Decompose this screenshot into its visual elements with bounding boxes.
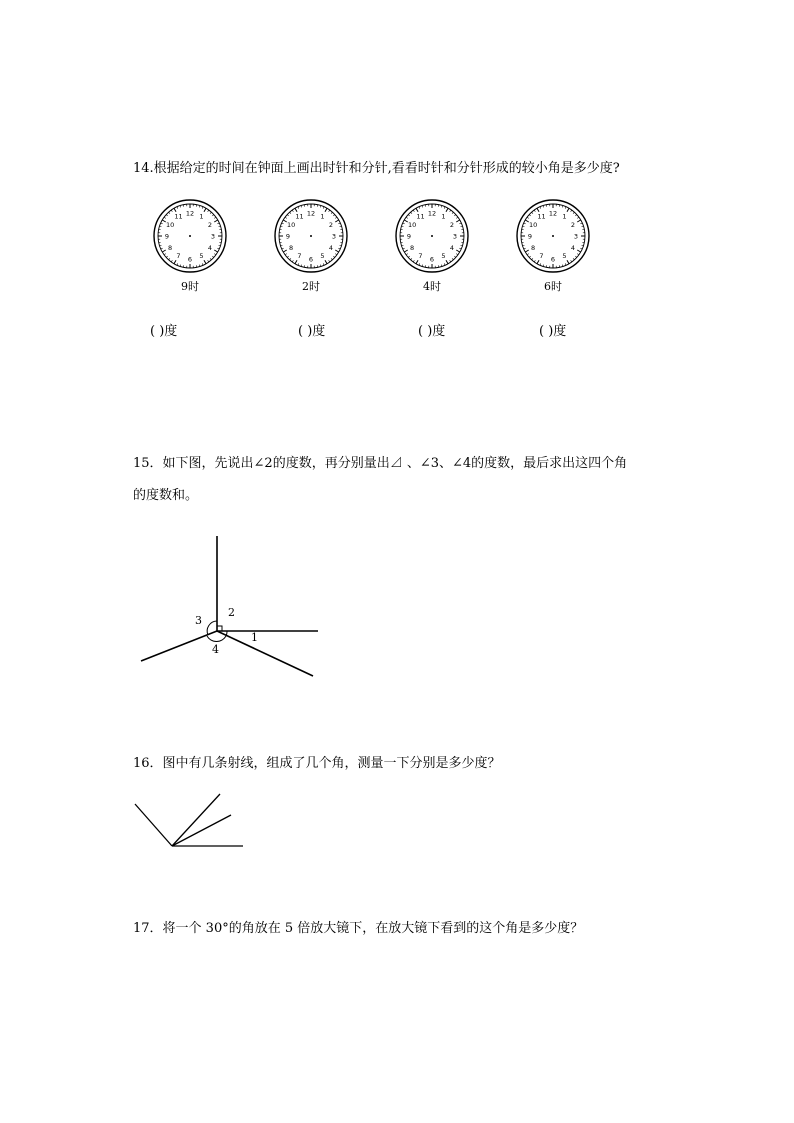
clock-number: 9 [285,232,291,241]
answer-blank[interactable]: ( )度 [539,324,567,339]
clock-face-1[interactable] [152,198,228,274]
question-16-text: 16．图中有几条射线，组成了几个角，测量一下分别是多少度？ [133,756,501,771]
clock-number: 3 [573,232,579,241]
question-15-text: 15．如下图，先说出∠2的度数，再分别量出⊿ 、∠3、∠4的度数，最后求出这四个角 [133,456,628,471]
clock-time-label: 2时 [302,280,320,293]
answer-blank[interactable]: ( )度 [298,324,326,339]
clock-face-2[interactable] [273,198,349,274]
clock-number: 5 [199,252,204,261]
question-17-text: 17．将一个 30°的角放在 5 倍放大镜下，在放大镜下看到的这个角是多少度？ [133,921,584,936]
clock-dial [515,198,591,274]
clock-time-label: 6时 [544,280,562,293]
clock-number: 10 [165,220,175,229]
clock-dial [273,198,349,274]
clock-number: 2 [207,220,212,229]
angle-label-2: 2 [228,606,235,619]
clock-number: 7 [297,252,302,261]
clock-number: 1 [320,212,325,221]
clock-number: 7 [539,252,544,261]
clock-number: 10 [407,220,417,229]
clock-number: 9 [406,232,412,241]
clock-number: 4 [207,243,212,252]
clock-number: 5 [562,252,567,261]
clock-center-dot [189,235,191,237]
clock-face-3[interactable] [394,198,470,274]
clock-number: 11 [537,212,546,221]
clock-dial [394,198,470,274]
clock-number: 6 [308,255,314,264]
clock-number: 4 [328,243,333,252]
answer-blank[interactable]: ( )度 [150,324,178,339]
rays-figure-q16 [130,790,250,852]
clock-face-4[interactable] [515,198,591,274]
ray-down-right [217,631,313,676]
clock-number: 12 [306,209,316,218]
ray-1 [135,804,172,846]
clock-number: 5 [320,252,325,261]
clock-number: 11 [174,212,183,221]
clock-number: 2 [570,220,575,229]
clock-time-label: 4时 [423,280,441,293]
angle-label-1: 1 [251,631,258,644]
question-14-text: 14.根据给定的时间在钟面上画出时针和分针,看看时针和分针形成的较小角是多少度? [133,161,620,176]
clock-center-dot [431,235,433,237]
question-15-text-continued: 的度数和。 [133,488,199,503]
clock-number: 10 [286,220,296,229]
clock-number: 8 [410,243,415,252]
ray-down-left [141,631,217,661]
clock-number: 5 [441,252,446,261]
clock-number: 3 [210,232,216,241]
clock-number: 12 [427,209,437,218]
clock-number: 8 [168,243,173,252]
clock-number: 2 [328,220,333,229]
answer-blank[interactable]: ( )度 [418,324,446,339]
clock-number: 3 [331,232,337,241]
clock-time-label: 9时 [181,280,199,293]
clock-number: 6 [429,255,435,264]
clock-number: 2 [449,220,454,229]
clock-number: 8 [531,243,536,252]
ray-2 [172,794,220,846]
clock-number: 3 [452,232,458,241]
angle-label-3: 3 [195,614,202,627]
clock-number: 12 [185,209,195,218]
clock-number: 10 [528,220,538,229]
clock-number: 6 [550,255,556,264]
clock-number: 6 [187,255,193,264]
clock-number: 1 [441,212,446,221]
clock-number: 9 [527,232,533,241]
clock-number: 7 [418,252,423,261]
clock-number: 12 [548,209,558,218]
angle-label-4: 4 [212,643,219,656]
clock-number: 4 [570,243,575,252]
clock-number: 11 [416,212,425,221]
angle-4-arc [207,636,226,641]
clock-number: 7 [176,252,181,261]
clock-center-dot [310,235,312,237]
clock-number: 9 [164,232,170,241]
clock-number: 4 [449,243,454,252]
clock-dial [152,198,228,274]
clock-number: 1 [562,212,567,221]
clock-center-dot [552,235,554,237]
clock-number: 8 [289,243,294,252]
clock-number: 11 [295,212,304,221]
clock-number: 1 [199,212,204,221]
ray-3 [172,815,231,846]
